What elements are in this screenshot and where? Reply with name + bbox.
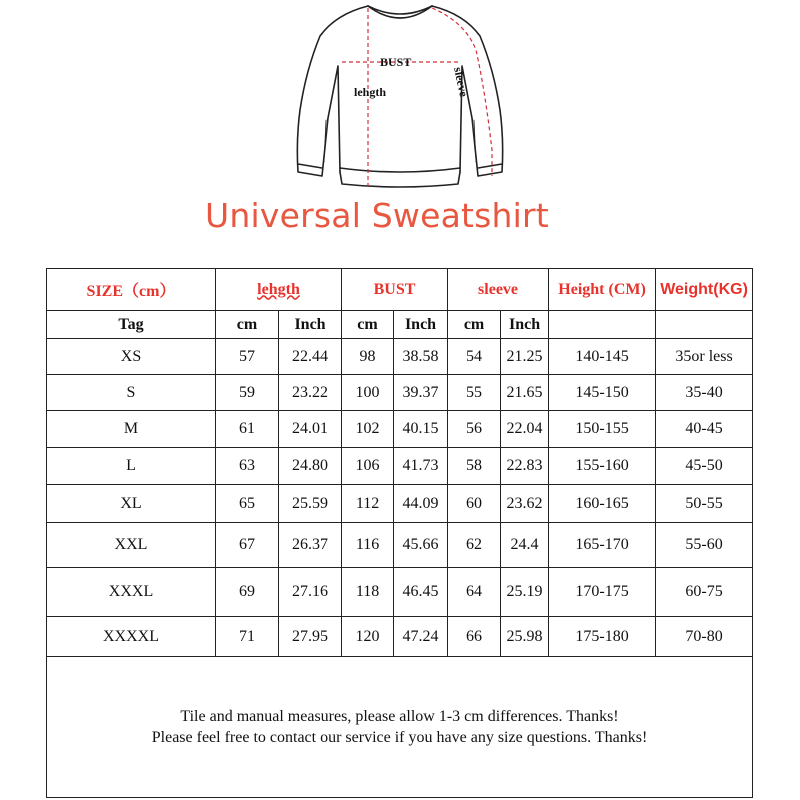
table-row xyxy=(47,617,753,657)
cell-length-cm: 57 xyxy=(216,339,279,375)
cell-sleeve-inch: 23.62 xyxy=(501,485,549,523)
cell-length-inch: 24.80 xyxy=(279,448,342,485)
cell-weight: 50-55 xyxy=(656,485,753,523)
cell-length-cm: 63 xyxy=(216,448,279,485)
cell-bust-cm: 102 xyxy=(342,411,394,448)
subheader-sleeve-inch: Inch xyxy=(501,311,549,339)
cell-height: 170-175 xyxy=(549,568,656,617)
cell-bust-cm: 100 xyxy=(342,375,394,411)
cell-length-cm: 59 xyxy=(216,375,279,411)
header-length xyxy=(216,269,342,311)
cell-sleeve-cm: 56 xyxy=(448,411,501,448)
sleeve-label: sleeve xyxy=(451,65,471,98)
header-height: Height (CM) xyxy=(549,269,656,311)
table-row xyxy=(47,339,753,375)
cell-length-inch: 24.01 xyxy=(279,411,342,448)
subheader-length-inch: Inch xyxy=(279,311,342,339)
cell-length-cm: 67 xyxy=(216,523,279,568)
cell-tag: L xyxy=(47,448,216,485)
table-row xyxy=(47,448,753,485)
cell-weight: 35or less xyxy=(656,339,753,375)
cell-bust-inch: 40.15 xyxy=(394,411,448,448)
cell-length-inch: 23.22 xyxy=(279,375,342,411)
cell-height: 160-165 xyxy=(549,485,656,523)
cell-height: 145-150 xyxy=(549,375,656,411)
cell-sleeve-cm: 55 xyxy=(448,375,501,411)
cell-length-inch: 25.59 xyxy=(279,485,342,523)
table-row xyxy=(47,375,753,411)
cell-height: 150-155 xyxy=(549,411,656,448)
header-length-text: lehgth xyxy=(257,280,300,298)
cell-sleeve-cm: 54 xyxy=(448,339,501,375)
cell-sleeve-cm: 62 xyxy=(448,523,501,568)
cell-bust-inch: 39.37 xyxy=(394,375,448,411)
subheader-height-empty xyxy=(549,311,656,339)
header-size: SIZE（cm） xyxy=(47,269,216,311)
cell-length-inch: 22.44 xyxy=(279,339,342,375)
table-row xyxy=(47,411,753,448)
cell-bust-cm: 120 xyxy=(342,617,394,657)
notes-cell xyxy=(47,657,753,798)
cell-length-cm: 61 xyxy=(216,411,279,448)
notes-line-1: Tile and manual measures, please allow 1-3 cm differences. Thanks! xyxy=(180,708,619,725)
cell-height: 175-180 xyxy=(549,617,656,657)
notes-row xyxy=(47,657,753,798)
cell-bust-inch: 41.73 xyxy=(394,448,448,485)
cell-tag: XXXL xyxy=(47,568,216,617)
cell-tag: XS xyxy=(47,339,216,375)
cell-sleeve-inch: 21.25 xyxy=(501,339,549,375)
cell-length-cm: 71 xyxy=(216,617,279,657)
subheader-tag: Tag xyxy=(47,311,216,339)
subheader-sleeve-cm: cm xyxy=(448,311,501,339)
cell-weight: 45-50 xyxy=(656,448,753,485)
cell-length-inch: 27.16 xyxy=(279,568,342,617)
cell-bust-inch: 45.66 xyxy=(394,523,448,568)
cell-sleeve-cm: 60 xyxy=(448,485,501,523)
cell-bust-inch: 47.24 xyxy=(394,617,448,657)
cell-length-inch: 27.95 xyxy=(279,617,342,657)
cell-sleeve-inch: 22.83 xyxy=(501,448,549,485)
cell-weight: 35-40 xyxy=(656,375,753,411)
bust-label: BUST xyxy=(380,55,412,69)
subheader-bust-inch: Inch xyxy=(394,311,448,339)
notes-line-2: Please feel free to contact our service if you have any size questions. Thanks! xyxy=(151,729,648,746)
cell-tag: S xyxy=(47,375,216,411)
cell-weight: 40-45 xyxy=(656,411,753,448)
cell-sleeve-cm: 64 xyxy=(448,568,501,617)
cell-height: 155-160 xyxy=(549,448,656,485)
subheader-weight-empty xyxy=(656,311,753,339)
header-row xyxy=(47,269,753,311)
table-row xyxy=(47,523,753,568)
page-title: Universal Sweatshirt xyxy=(205,196,549,235)
cell-sleeve-inch: 25.19 xyxy=(501,568,549,617)
cell-length-cm: 65 xyxy=(216,485,279,523)
cell-sleeve-inch: 25.98 xyxy=(501,617,549,657)
cell-bust-cm: 106 xyxy=(342,448,394,485)
cell-bust-cm: 118 xyxy=(342,568,394,617)
subheader-row xyxy=(47,311,753,339)
cell-weight: 70-80 xyxy=(656,617,753,657)
cell-length-inch: 26.37 xyxy=(279,523,342,568)
cell-weight: 60-75 xyxy=(656,568,753,617)
length-label: lehgth xyxy=(354,85,387,99)
cell-sleeve-cm: 58 xyxy=(448,448,501,485)
table-row xyxy=(47,485,753,523)
size-chart-table xyxy=(46,268,753,798)
cell-tag: XL xyxy=(47,485,216,523)
cell-tag: M xyxy=(47,411,216,448)
subheader-length-cm: cm xyxy=(216,311,279,339)
cell-sleeve-inch: 24.4 xyxy=(501,523,549,568)
cell-bust-inch: 44.09 xyxy=(394,485,448,523)
header-weight: Weight(KG) xyxy=(656,269,753,311)
cell-sleeve-cm: 66 xyxy=(448,617,501,657)
cell-length-cm: 69 xyxy=(216,568,279,617)
subheader-bust-cm: cm xyxy=(342,311,394,339)
sweatshirt-diagram xyxy=(280,0,520,195)
cell-tag: XXL xyxy=(47,523,216,568)
cell-height: 140-145 xyxy=(549,339,656,375)
cell-tag: XXXXL xyxy=(47,617,216,657)
cell-sleeve-inch: 21.65 xyxy=(501,375,549,411)
cell-bust-cm: 98 xyxy=(342,339,394,375)
header-bust: BUST xyxy=(342,269,448,311)
cell-bust-inch: 46.45 xyxy=(394,568,448,617)
cell-bust-inch: 38.58 xyxy=(394,339,448,375)
table-row xyxy=(47,568,753,617)
cell-height: 165-170 xyxy=(549,523,656,568)
cell-bust-cm: 116 xyxy=(342,523,394,568)
cell-weight: 55-60 xyxy=(656,523,753,568)
header-sleeve: sleeve xyxy=(448,269,549,311)
cell-bust-cm: 112 xyxy=(342,485,394,523)
cell-sleeve-inch: 22.04 xyxy=(501,411,549,448)
